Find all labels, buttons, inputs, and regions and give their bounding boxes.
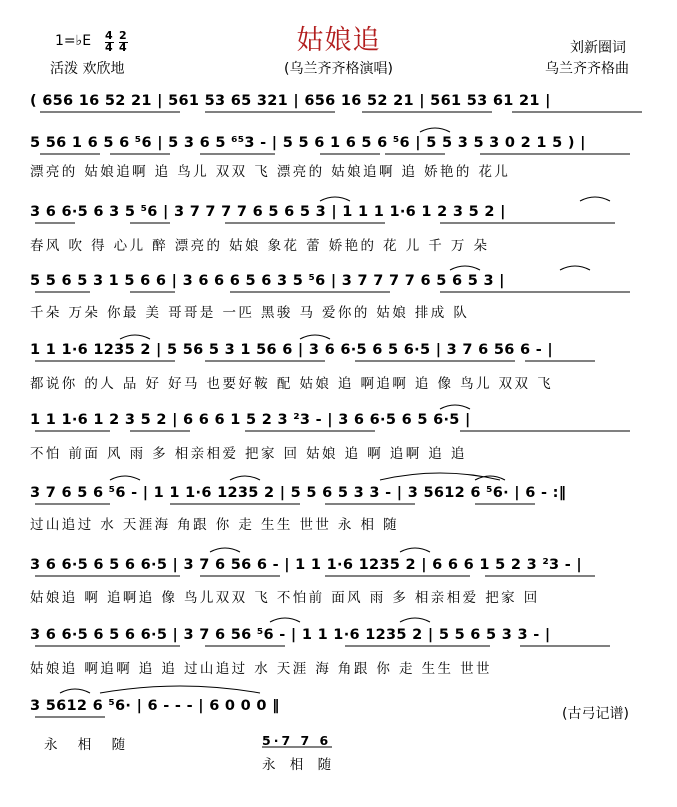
notation-row-5: 1 1 1·6 1235 2 | 5 56 5 3 1 56 6 | 3 6 6·5 6 5 6·5 | 3 7 6 56 6 - | xyxy=(30,342,553,358)
song-title: 姑娘追 xyxy=(296,25,381,56)
lyrics-row-8: 姑娘追 啊 追啊追 像 鸟儿双双 飞 不怕前 面风 雨 多 相亲相爱 把家 回 xyxy=(30,590,540,606)
time-num-1: 4 xyxy=(105,29,113,42)
time-den-2: 4 xyxy=(119,41,127,54)
lyrics-row-5: 都说你 的人 品 好 好马 也要好鞍 配 姑娘 追 啊追啊 追 像 鸟儿 双双 飞 xyxy=(30,376,553,392)
lyrics-row-7: 过山追过 水 天涯海 角跟 你 走 生生 世世 永 相 随 xyxy=(30,517,400,533)
notation-row-7: 3 7 6 5 6 ⁵6 - | 1 1 1·6 1235 2 | 5 5 6 5 3 3 - | 3 5612 6 ⁵6· | 6 - :‖ xyxy=(30,485,567,501)
lyrics-row-3: 春风 吹 得 心儿 醉 漂亮的 姑娘 象花 蕾 娇艳的 花 儿 千 万 朵 xyxy=(30,238,490,254)
lyrics-row-9: 姑娘追 啊追啊 追 追 过山追过 水 天涯 海 角跟 你 走 生生 世世 xyxy=(30,661,492,677)
notation-row-1: ( 656 16 52 21 | 561 53 65 321 | 656 16 52 21 | 561 53 61 21 | xyxy=(30,93,551,109)
lyrics-row-10: 永 相 随 xyxy=(44,737,134,753)
lyricist-credit: 刘新圈词 xyxy=(570,40,626,56)
lyrics-row-4: 千朵 万朵 你最 美 哥哥是 一匹 黑骏 马 爱你的 姑娘 排成 队 xyxy=(30,305,470,321)
notation-row-6: 1 1 1·6 1 2 3 5 2 | 6 6 6 1 5 2 3 ²3 - | 3 6 6·5 6 5 6·5 | xyxy=(30,412,471,428)
lyrics-row-6: 不怕 前面 风 雨 多 相亲相爱 把家 回 姑娘 追 啊 追啊 追 追 xyxy=(30,446,467,462)
tempo-mood: 活泼 欢欣地 xyxy=(50,61,125,77)
notation-row-9: 3 6 6·5 6 5 6 6·5 | 3 7 6 56 ⁵6 - | 1 1 1·6 1235 2 | 5 5 6 5 3 3 - | xyxy=(30,627,551,643)
composer-credit: 乌兰齐齐格曲 xyxy=(545,61,629,77)
lyrics-row-2: 漂亮的 姑娘追啊 追 鸟儿 双双 飞 漂亮的 姑娘追啊 追 娇艳的 花儿 xyxy=(30,164,511,180)
coda-lyrics: 永 相 随 xyxy=(262,757,337,773)
key-signature: 1=♭E xyxy=(55,33,92,49)
time-den-1: 4 xyxy=(105,41,113,54)
notation-row-4: 5 5 6 5 3 1 5 6 6 | 3 6 6 6 5 6 3 5 ⁵6 | 3 7 7 7 7 6 5 6 5 3 | xyxy=(30,273,505,289)
notation-row-2: 5 56 1 6 5 6 ⁵6 | 5 3 6 5 ⁶⁵3 - | 5 5 6 1 6 5 6 ⁵6 | 5 5 3 5 3 0 2 1 5 ) | xyxy=(30,135,586,151)
song-subtitle: (乌兰齐齐格演唱) xyxy=(284,61,393,77)
notation-row-10: 3 5612 6 ⁵6· | 6 - - - | 6 0 0 0 ‖ xyxy=(30,698,280,714)
notation-row-8: 3 6 6·5 6 5 6 6·5 | 3 7 6 56 6 - | 1 1 1·6 1235 2 | 6 6 6 1 5 2 3 ²3 - | xyxy=(30,557,582,573)
notation-row-3: 3 6 6·5 6 3 5 ⁵6 | 3 7 7 7 7 6 5 6 5 3 | 1 1 1 1·6 1 2 3 5 2 | xyxy=(30,204,506,220)
time-num-2: 2 xyxy=(119,29,127,42)
transcriber-credit: (古弓记谱) xyxy=(562,706,629,722)
coda-notation: 5·7 7 6 xyxy=(262,733,332,748)
